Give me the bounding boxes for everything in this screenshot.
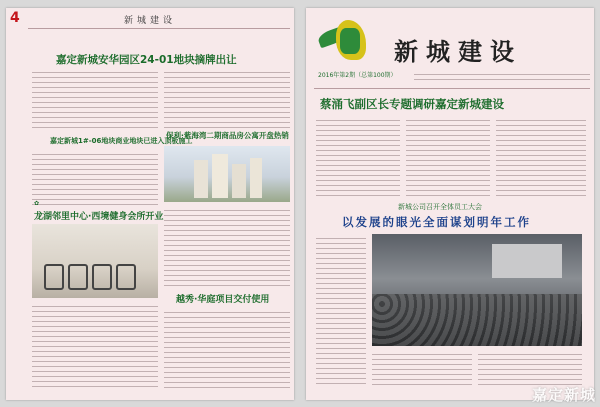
article3-headline: 保利·紫海湾二期商品房公寓开盘热销 xyxy=(166,131,289,140)
sub-text-col3 xyxy=(478,350,582,388)
lead-headline: 蔡涌飞副区长专题调研嘉定新城建设 xyxy=(320,97,504,111)
section-mark: ✿ xyxy=(34,200,40,207)
main-article-text-col1 xyxy=(32,68,158,130)
article4-headline: 越秀·华庭项目交付使用 xyxy=(176,295,270,305)
masthead-logo xyxy=(318,20,370,64)
lead-text-col2 xyxy=(406,116,490,198)
masthead-rule xyxy=(314,88,590,89)
page-header: 新城建设 xyxy=(124,16,177,26)
masthead-info xyxy=(414,70,590,84)
page-number: 4 xyxy=(10,10,20,26)
watermark: 嘉定新城 xyxy=(531,386,596,404)
header-rule xyxy=(28,28,290,29)
main-article-text-col2 xyxy=(164,68,290,130)
article2-headline: 龙湖邻里中心·西境健身会所开业 xyxy=(34,212,164,222)
sub-text-col2 xyxy=(372,350,472,388)
article4-text xyxy=(164,308,290,388)
sub-headline-small: 新城公司召开全体员工大会 xyxy=(398,203,482,211)
building-photo xyxy=(164,146,290,202)
sub-headline-large: 以发展的眼光全面谋划明年工作 xyxy=(342,215,531,229)
left-page xyxy=(6,8,294,400)
gym-photo xyxy=(32,224,158,298)
right-page xyxy=(306,8,594,400)
article3-text xyxy=(164,206,290,286)
article1-headline: 嘉定新城1#-06地块商业地块已进入顶板施工 xyxy=(50,137,193,145)
meeting-photo xyxy=(372,234,582,346)
article1-text xyxy=(32,150,158,208)
sub-text-col1 xyxy=(316,234,366,388)
lead-text-col1 xyxy=(316,116,400,198)
lead-text-col3 xyxy=(496,116,586,198)
issue-line: 2016年第2期（总第100期） xyxy=(318,72,397,79)
article2-text xyxy=(32,302,158,388)
masthead-title: 新城建设 xyxy=(394,38,522,66)
main-headline: 嘉定新城安华园区24-01地块摘牌出让 xyxy=(56,54,237,66)
